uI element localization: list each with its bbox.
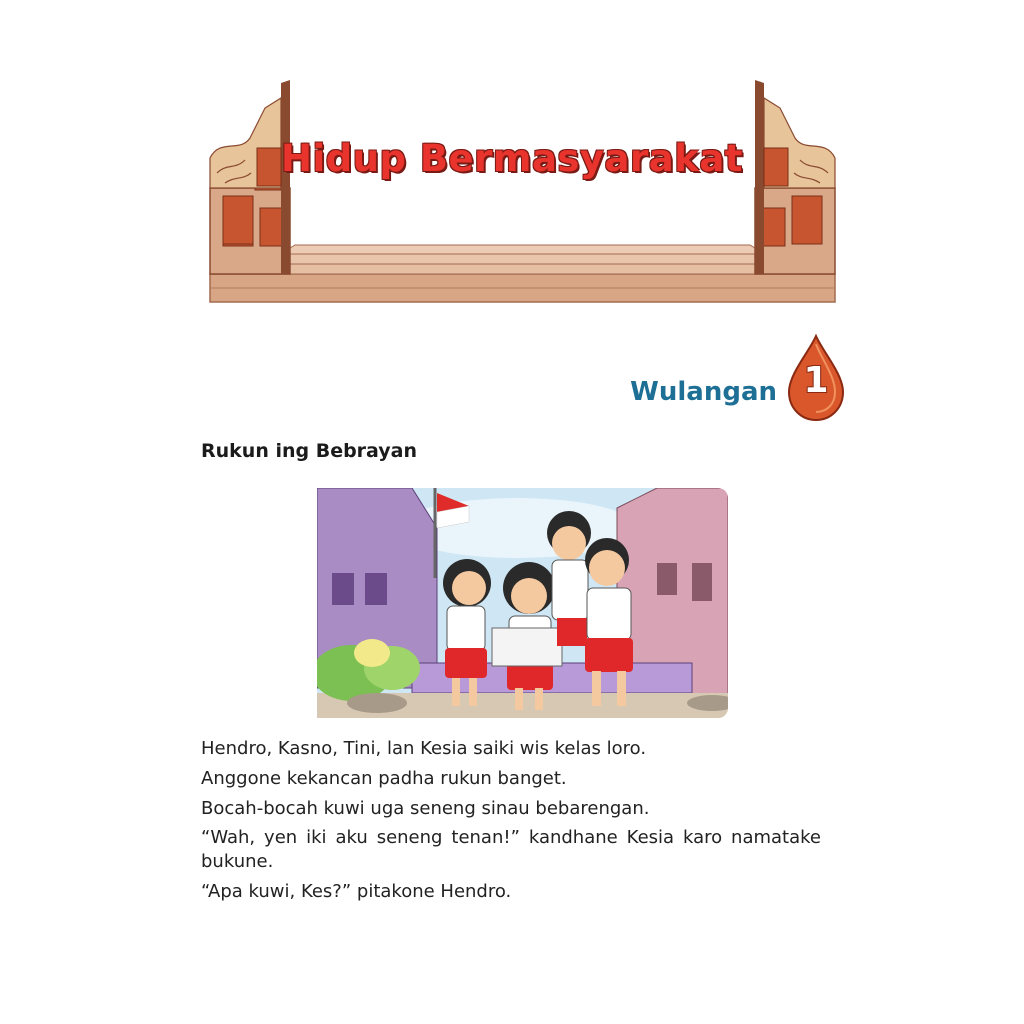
paragraph: Anggone kekancan padha rukun banget. <box>201 768 567 789</box>
open-book-icon <box>492 628 562 666</box>
section-title: Rukun ing Bebrayan <box>201 440 418 462</box>
paragraph: Bocah-bocah kuwi uga seneng sinau bebarengan. <box>201 798 650 819</box>
school-children-reading-illustration <box>317 488 728 718</box>
paragraph: “Apa kuwi, Kes?” pitakone Hendro. <box>201 881 512 902</box>
chapter-title: Hidup Bermasyarakat <box>281 137 743 180</box>
lesson-number: 1 <box>803 360 829 401</box>
paragraph: “Wah, yen iki aku seneng tenan!” kandhane Kesia karo namatake bukune. <box>201 827 821 872</box>
lesson-label: Wulangan <box>630 377 777 407</box>
chapter-banner-gate <box>205 78 840 308</box>
paragraph: Hendro, Kasno, Tini, lan Kesia saiki wis kelas loro. <box>201 738 647 759</box>
